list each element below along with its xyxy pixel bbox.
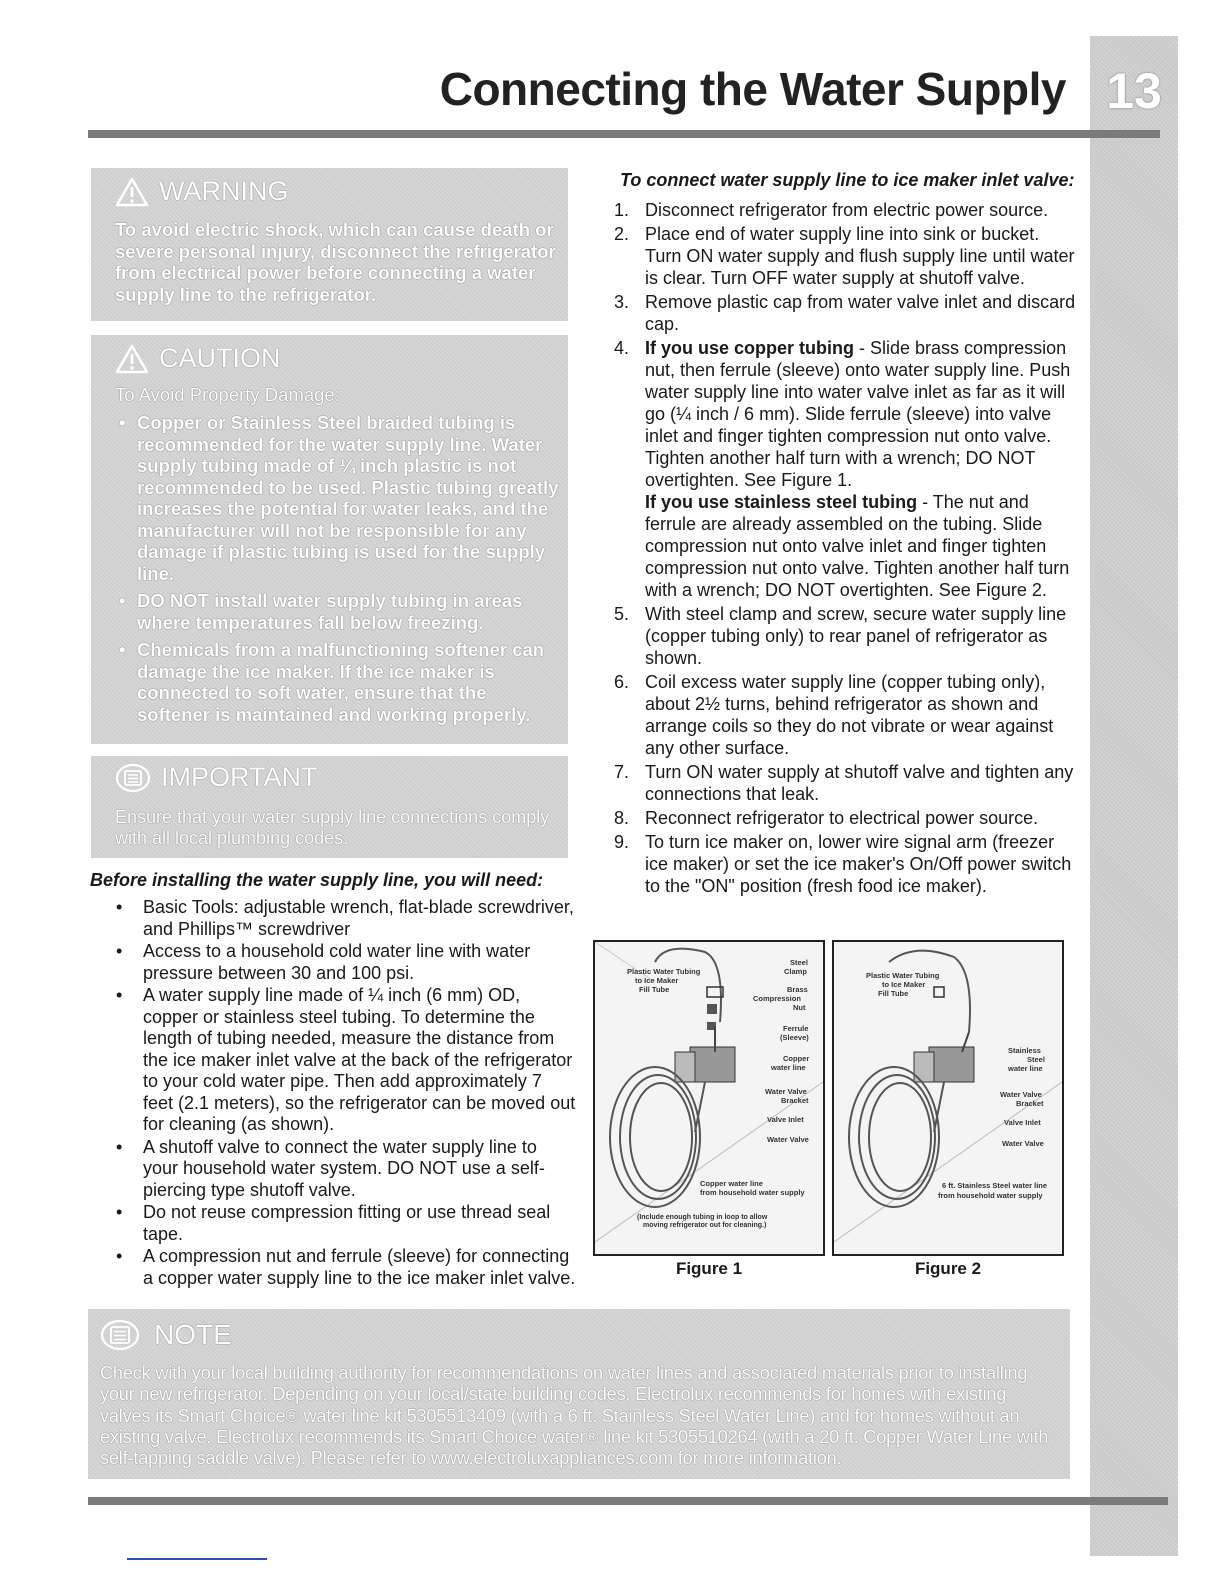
step-item	[614, 223, 1076, 289]
page-side-tab	[1090, 36, 1178, 1556]
step-number: 4.	[614, 338, 630, 358]
fig1-label: Bracket	[781, 1096, 809, 1105]
step-number: 1.	[614, 200, 630, 220]
fig1-label: Clamp	[784, 967, 807, 976]
step-text	[645, 337, 1076, 491]
need-item: • A water supply line made of ¼ inch (6 mm) OD, copper or stainless steel tubing. To determine the length of tubing needed, measure the distance from the ice maker inlet valve at the back of the refrigerator to your cold water pipe. Then add approximately 7 feet (2.1 meters), so the refrigerator can be moved out for cleaning (as shown).	[116, 985, 576, 1136]
fig2-label: Steel	[1027, 1055, 1045, 1064]
notepad-icon	[115, 763, 151, 793]
step-number: 5.	[614, 604, 630, 624]
fig2-label: Water Valve	[1002, 1139, 1044, 1148]
need-list	[116, 897, 576, 1290]
fig1-label: Copper	[783, 1054, 810, 1063]
step-item	[614, 603, 1076, 669]
figure-1-illustration	[595, 942, 823, 1254]
step-number: 8.	[614, 808, 630, 828]
step-item	[614, 671, 1076, 759]
fig1-label: (Sleeve)	[780, 1033, 809, 1042]
step-item	[614, 291, 1076, 335]
step-item	[614, 761, 1076, 805]
fig1-label: Nut	[793, 1003, 806, 1012]
steps-list	[614, 199, 1076, 899]
step-item	[614, 831, 1076, 897]
note-heading	[100, 1319, 1058, 1351]
fig1-label: Compression	[753, 994, 801, 1003]
step-text: To turn ice maker on, lower wire signal arm (freezer ice maker) or set the ice maker's On/Off power switch to the "ON" position (fresh food ice maker).	[645, 832, 1072, 896]
fig1-label: water line	[771, 1063, 806, 1072]
step-number: 2.	[614, 224, 630, 244]
need-item: • Basic Tools: adjustable wrench, flat-blade screwdriver, and Phillips™ screwdriver	[116, 897, 576, 940]
step-lead-copper: If you use copper tubing	[645, 338, 855, 358]
fig2-label: from household water supply	[938, 1191, 1043, 1200]
fig2-label: Valve Inlet	[1004, 1118, 1041, 1127]
fig2-label: Bracket	[1016, 1099, 1044, 1108]
caution-item: • DO NOT install water supply tubing in areas where temperatures fall below freezing.	[115, 590, 560, 633]
important-box	[91, 756, 568, 858]
need-heading: Before installing the water supply line, you will need:	[90, 870, 544, 890]
warning-triangle-icon	[115, 344, 149, 374]
step-text: Turn ON water supply at shutoff valve and tighten any connections that leak.	[645, 762, 1074, 804]
fig1-label: Water Valve	[765, 1087, 807, 1096]
step-lead-stainless: If you use stainless steel tubing	[645, 492, 918, 512]
warning-label: WARNING	[159, 176, 289, 206]
fig1-label: Copper water line	[700, 1179, 763, 1188]
fig1-label: from household water supply	[700, 1188, 805, 1197]
page-number: 13	[1106, 63, 1162, 119]
step-text: Reconnect refrigerator to electrical power source.	[645, 808, 1039, 828]
warning-text: To avoid electric shock, which can cause death or severe personal injury, disconnect the refrigerator from electrical power before connecting a water supply line to the refrigerator.	[115, 219, 556, 305]
note-label: NOTE	[154, 1319, 232, 1350]
need-item: • A compression nut and ferrule (sleeve) for connecting a copper water supply line to the ice maker inlet valve.	[116, 1246, 576, 1289]
warning-heading	[115, 176, 558, 207]
fig1-label: Fill Tube	[639, 985, 670, 994]
caution-box	[91, 335, 568, 744]
fig1-label: moving refrigerator out for cleaning.)	[643, 1222, 767, 1229]
notepad-icon	[100, 1319, 140, 1351]
important-label: IMPORTANT	[161, 762, 318, 792]
step-text: Remove plastic cap from water valve inlet and discard cap.	[645, 292, 1076, 334]
step-item	[614, 337, 1076, 601]
note-text: Check with your local building authority for recommendations on water lines and associated materials prior to installing your new refrigerator. Depending on your local/state building codes, Electrolux recommends for homes with existing valves its Smart Choice® water line kit 5305513409 (with a 6 ft. Stainless Steel Water Line) and for homes without an existing valve, Electrolux recommends its Smart Choice water® line kit 5305510264 (with a 20 ft. Copper Water Line with self-tapping saddle valve). Please refer to www.electroluxappliances.com for more information.	[100, 1363, 1049, 1469]
caution-intro: To Avoid Property Damage:	[115, 384, 340, 405]
step-text: Disconnect refrigerator from electric power source.	[645, 200, 1049, 220]
fig1-label: Brass	[787, 985, 808, 994]
fig1-label: Steel	[790, 958, 808, 967]
fig1-label: (Include enough tubing in loop to allow	[637, 1214, 768, 1221]
need-item: • Do not reuse compression fitting or use thread seal tape.	[116, 1202, 576, 1245]
fig2-label: Plastic Water Tubing	[866, 971, 940, 980]
fig2-label: to Ice Maker	[882, 980, 926, 989]
caution-item: • Chemicals from a malfunctioning softener can damage the ice maker. If the ice maker is connected to soft water, ensure that the softener is maintained and working properly.	[115, 639, 560, 725]
step-copper-text: - Slide brass compression nut, then ferrule (sleeve) onto water supply line. Push water supply line into water valve inlet as far as it will go (¼ inch / 6 mm). Slide ferrule (sleeve) into valve inlet and finger tighten compression nut onto valve. Tighten another half turn with a wrench; DO NOT overtighten. See Figure 1.	[645, 338, 1071, 490]
note-box	[88, 1309, 1070, 1479]
fig1-label: Ferrule	[783, 1024, 809, 1033]
warning-triangle-icon	[115, 177, 149, 207]
step-number: 6.	[614, 672, 630, 692]
step-item	[614, 807, 1076, 829]
need-item: • A shutoff valve to connect the water supply line to your household water system. DO NOT use a self-piercing type shutoff valve.	[116, 1137, 576, 1202]
step-number: 9.	[614, 832, 630, 852]
steps-heading: To connect water supply line to ice maker inlet valve:	[620, 170, 1075, 190]
bottom-rule	[88, 1497, 1168, 1505]
step-number: 3.	[614, 292, 630, 312]
step-text: Coil excess water supply line (copper tubing only), about 2½ turns, behind refrigerator as shown and arrange coils so they do not vibrate or wear against any other surface.	[645, 672, 1054, 758]
figure-1	[593, 940, 825, 1256]
step-item	[614, 199, 1076, 221]
footer-link-line	[127, 1558, 267, 1560]
step-text: Place end of water supply line into sink or bucket. Turn ON water supply and flush supply line until water is clear. Turn OFF water supply at shutoff valve.	[645, 224, 1075, 288]
step-stainless-text: - The nut and ferrule are already assembled on the tubing. Slide compression nut onto valve inlet and finger tighten compression nut onto valve. Tighten another half turn with a wrench; DO NOT overtighten. See Figure 2.	[645, 492, 1070, 600]
caution-heading	[115, 343, 560, 374]
fig2-label: Stainless	[1008, 1046, 1041, 1055]
need-item: • Access to a household cold water line with water pressure between 30 and 100 psi.	[116, 941, 576, 984]
important-heading	[115, 762, 560, 793]
fig2-label: 6 ft. Stainless Steel water line	[942, 1181, 1048, 1190]
step-text	[645, 491, 1076, 601]
step-text: With steel clamp and screw, secure water supply line (copper tubing only) to rear panel of refrigerator as shown.	[645, 604, 1067, 668]
figure-2-caption: Figure 2	[914, 1259, 982, 1278]
fig2-label: Water Valve	[1000, 1090, 1042, 1099]
fig1-label: Water Valve	[767, 1135, 809, 1144]
caution-list	[115, 412, 560, 725]
caution-item: • Copper or Stainless Steel braided tubing is recommended for the water supply line. Water supply tubing made of ¼ inch plastic is not recommended to be used. Plastic tubing greatly increases the potential for water leaks, and the manufacturer will not be responsible for any damage if plastic tubing is used for the supply line.	[115, 412, 560, 584]
fig2-label: water line	[1008, 1064, 1043, 1073]
figure-1-caption: Figure 1	[675, 1259, 743, 1278]
warning-box	[91, 168, 568, 321]
figure-2-illustration	[834, 942, 1062, 1254]
fig1-label: Plastic Water Tubing	[627, 967, 701, 976]
page-title: Connecting the Water Supply	[439, 63, 1066, 115]
step-number: 7.	[614, 762, 630, 782]
top-rule	[88, 130, 1160, 138]
fig2-label: Fill Tube	[878, 989, 909, 998]
figure-2	[832, 940, 1064, 1256]
fig1-label: to Ice Maker	[635, 976, 679, 985]
important-text: Ensure that your water supply line connections comply with all local plumbing codes.	[115, 807, 550, 848]
caution-label: CAUTION	[159, 343, 281, 373]
fig1-label: Valve Inlet	[767, 1115, 804, 1124]
